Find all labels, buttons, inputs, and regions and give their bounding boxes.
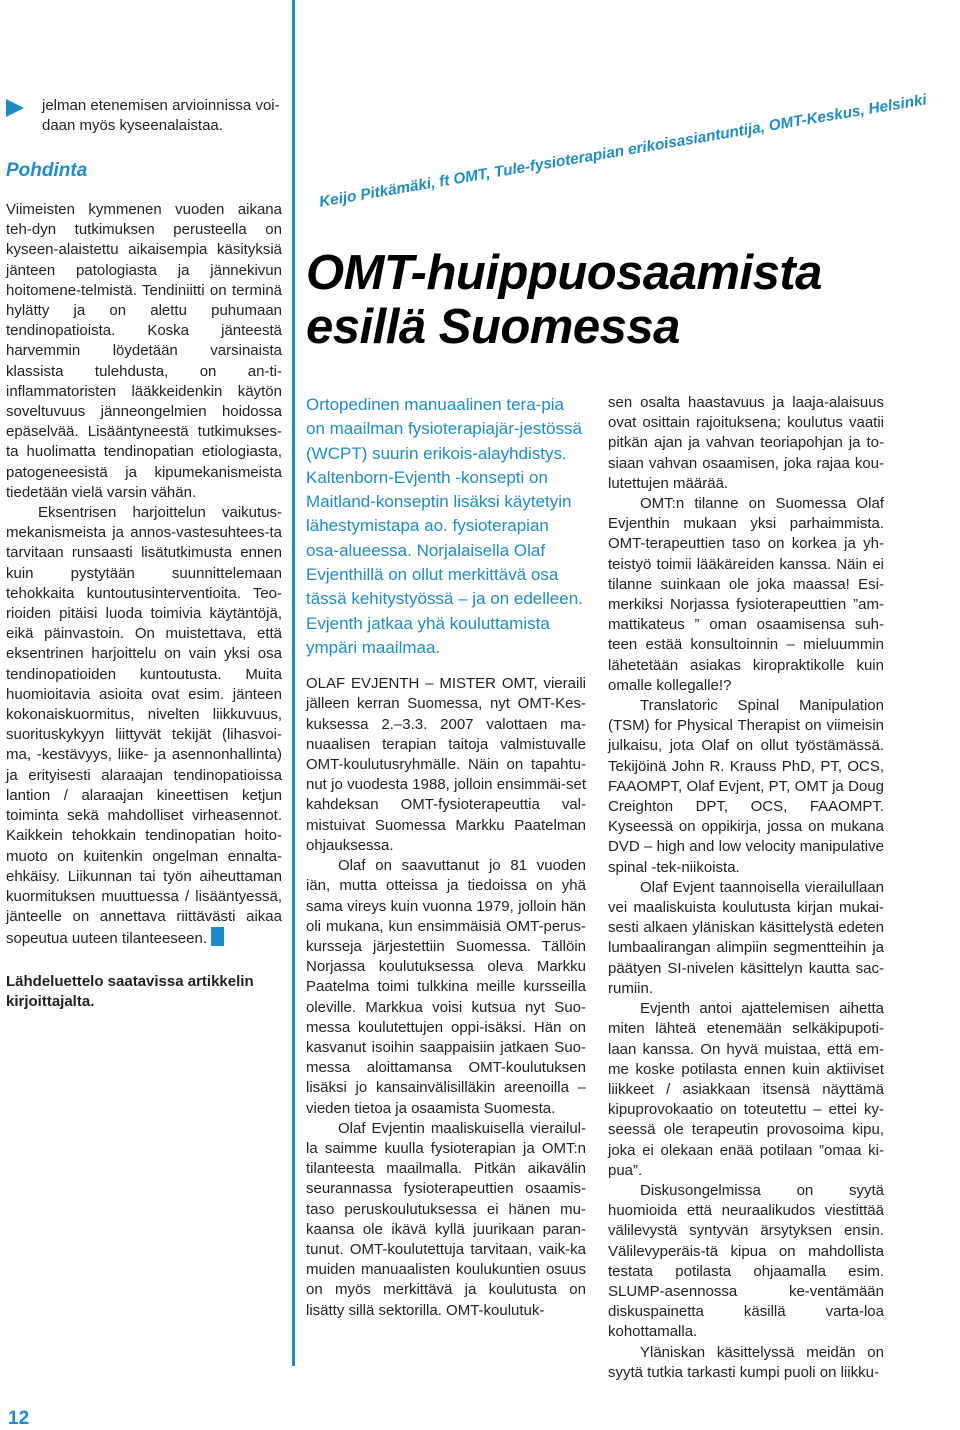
headline-line: esillä Suomessa <box>306 300 680 354</box>
continuation-text-row <box>6 96 282 136</box>
body-paragraph: Diskusongelmissa on syytä huomioida että neuraalikudos viestittää välilevystä syntyvän ärsytyksen ensin. Välilevyperäis-tä kipua on mahdollista testata potilasta ohjaamalla esim. SLUMP-asennossa ke-ventämään diskuspainetta käsillä varta-loa kohottamalla. <box>608 1181 884 1341</box>
lead-paragraph: Ortopedinen manuaalinen tera-pia on maailman fysioterapiajär-jestössä (WCPT) suurin erikois-alayhdistys. Kaltenborn-Evjenth -konsepti on Maitland-konseptin lisäksi käytetyin lähestymistapa ao. fysioterapian osa-alueessa. Norjalaisella Olaf Evjenthillä on ollut merkittävä osa tässä kehitystyössä – ja on edelleen. Evjenth jatkaa yhä kouluttamista ympäri maailmaa. <box>306 395 583 657</box>
left-column <box>6 96 282 1012</box>
headline-line: OMT-huippuosaamista <box>306 246 822 300</box>
author-byline: Keijo Pitkämäki, ft OMT, Tule-fysioterapian erikoisasiantuntija, OMT-Keskus, Helsinki <box>318 91 928 211</box>
left-paragraph <box>6 503 282 949</box>
body-paragraph: OLAF EVJENTH – MISTER OMT, vieraili jälleen kerran Suomessa, nyt OMT-Kes-kuksessa 2.–3.3. 2007 valottaen ma-nuaalisen terapian taitoja valmistuvalle OMT-koulutusryhmälle. Näin on tapahtu-nut jo vuodesta 1988, jolloin ensimmäi-set kahdeksan OMT-fysioterapeuttia val-mistuivat Suomessa Markku Paatelman ohjauksessa. <box>306 675 586 854</box>
column-divider <box>292 0 295 1366</box>
byline-container <box>310 91 950 211</box>
left-paragraph-text: Eksentrisen harjoittelun vaikutus-mekanismeista ja annos-vastesuhtees-ta tarvitaan runsaasti lisätutkimusta ennen kuin pystytään suunnittelemaan tehokkaita kuntoutusinterventioita. Teo-rioiden pitäisi luoda toimivia käytäntöjä, eikä päinvastoin. On muistettava, että eksentrinen harjoittelu on vain yksi osa tendinopatioiden kuntoutusta. Muita huomioitavia asioita ovat esim. jänteen kokonaiskuormitus, nivelten liikkuvuus, suorituskykyyn liittyvät tekijät (lihasvoi-ma, -kestävyys, liike- ja asennonhallinta) ja erityisesti alaraajan tendinopatioissa lantion / alaraajan kineettisen ketjun toiminta sekä mahdolliset virheasennot. Kaikkein tehokkain tendinopatian hoito-muoto on kuitenkin ongelman ennalta-ehkäisy. Liikunnan tai työn aiheuttaman kuormituksen muuttuessa / lisääntyessä, jänteelle on annettava riittävästi aikaa sopeutua uuteen tilanteeseen. <box>6 504 282 948</box>
body-paragraph: Olaf Evjent taannoisella vierailullaan vei maaliskuista koulutusta kirjan mukai-sesti alkaen yläniskan käsittelystä edeten lumbaalirangan alimpiin segmentteihin ja päätyen SI-nivelen käsittelyn kautta sac-rumiin. <box>608 878 884 997</box>
body-paragraph: Olaf on saavuttanut jo 81 vuoden iän, mutta otteissa ja tiedoissa on yhä sama vireys kuin vuonna 1979, jolloin hän oli mukana, kun ensimmäisiä OMT-perus-kursseja järjestettiin Suomessa. Tällöin Norjassa koulutuksessa oleva Markku Paatelma toimi tulkkina meille kursseilla oleville. Markkua voisi kutsua nyt Suo-messa koulutettujen oppi-isäksi. Hän on kasvanut isoihin saappaisiin jatkaen Suo-messa aloittamansa OMT-koulutuksen lisäksi jo kansainvälisilläkin areenoilla – vieden tietoa ja osaamista Suomesta. <box>306 857 586 1117</box>
reference-note: Lähdeluettelo saatavissa artikkelin kirjoittajalta. <box>6 972 254 1010</box>
middle-column <box>306 393 586 1321</box>
body-paragraph: Evjenth antoi ajattelemisen aihetta miten lähteä etenemään selkäkipupoti-laan kanssa. On hyvä muistaa, että em-me koske potilasta ennen kuin aktiiviset liikkeet / asiakkaan itsensä näyttämä kipuprovokaatio on toteutettu – ettei ky-seessä ole terapeutin provosoima kipu, joka ei olekaan enää potilaan ”omaa ki-pua”. <box>608 1000 884 1179</box>
left-paragraph: Viimeisten kymmenen vuoden aikana teh-dyn tutkimuksen perusteella on kyseen-alaistettu aikaisempia käsityksiä jänteen patologiasta ja jännekivun hoitomene-telmistä. Tendiniitti on terminä hylätty ja on alettu puhumaan tendinopatioista. Koska jänteestä harvemmin löydetään varsinaista klassista tulehdusta, on an-ti-inflammatoristen lääkkeidenkin käytön soveltuvuus jänneongelmien hoidossa epäselvää. Lisääntyneestä tutkimukses-ta huolimatta tendinopatian etiologiasta, patogeneesistä ja kipumekanismeista tiedetään vielä varsin vähän. <box>6 201 282 501</box>
left-body-text <box>6 200 282 950</box>
article-end-marker-icon <box>211 927 224 946</box>
body-paragraph: sen osalta haastavuus ja laaja-alaisuus ovat osittain rajoituksena; koulutus vaatii pitkän ajan ja vahvan teoriapohjan ja to-siaan vahvan osaamisen, joka rajaa kou-lutettujen määrää. <box>608 394 884 492</box>
page-number: 12 <box>8 1408 30 1429</box>
body-paragraph: OMT:n tilanne on Suomessa Olaf Evjenthin mukaan yksi parhaimmista. OMT-terapeuttien taso on korkea ja yh-teistyö toimii lääkäreiden kanssa. Näin ei tilanne suinkaan ole joka maassa! Esi-merkiksi Norjassa fysioterapeuttien ”am-mattikateus ” oman osaamisensa suh-teen estää konsultoinnin – mieluummin lähetetään asiakas kiropraktikolle kuin omalle kollegalle!? <box>608 495 884 694</box>
middle-body-text <box>306 674 586 1321</box>
right-column <box>608 393 884 1383</box>
continuation-text: jelman etenemisen arvioinnissa voi-daan myös kyseenalaistaa. <box>42 97 280 134</box>
body-paragraph: Olaf Evjentin maaliskuisella vierailul-la saimme kuulla fysioterapian ja OMT:n tilanteesta maailmalla. Pitkän aikavälin seurannassa fysioterapeuttien osaamis-taso peruskoulutuksessa ei hänen mu-kaansa ole ikävä kyllä juurikaan paran-tunut. OMT-koulutettuja tarvitaan, vaik-ka muiden manuaalisten koulukuntien osuus on myös merkittävä ja koulutusta on lisätty sillä sektorilla. OMT-koulutuk- <box>306 1119 586 1319</box>
continue-arrow-icon <box>6 99 24 117</box>
body-paragraph: Yläniskan käsittelyssä meidän on syytä tutkia tarkasti kumpi puoli on liikku- <box>608 1343 884 1381</box>
article-headline <box>306 246 946 354</box>
section-heading: Pohdinta <box>6 160 88 181</box>
body-paragraph: Translatoric Spinal Manipulation (TSM) for Physical Therapist on viimeisin julkaisu, jota Olaf on ollut työstämässä. Tekijöinä John R. Krauss PhD, PT, OCS, FAAOMPT, Olaf Evjent, PT, OMT ja Doug Creighton DPT, OCS, FAAOMPT. Kyseessä on oppikirja, jossa on mukana DVD – high and low velocity manipulative spinal -tek-niikoista. <box>608 697 884 876</box>
